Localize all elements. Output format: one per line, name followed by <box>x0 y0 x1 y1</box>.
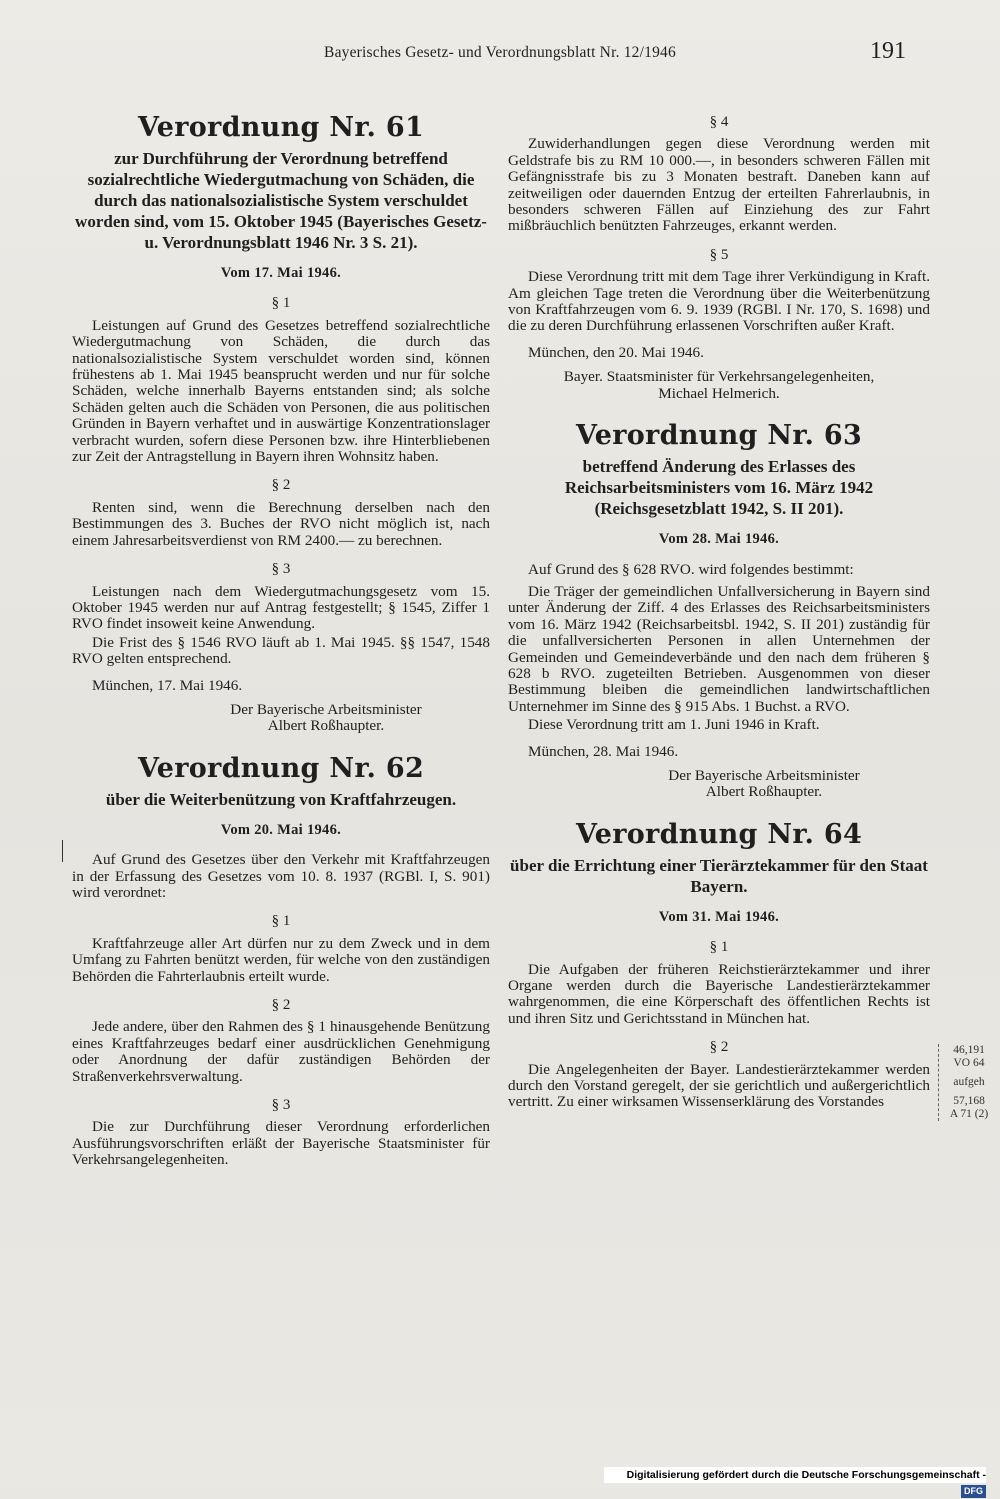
section-heading: § 1 <box>709 939 729 956</box>
digitization-credit <box>604 1467 986 1496</box>
section-text: Die Aufgaben der früheren Reichstierärztekammer und ihrer Organe werden durch die Bayerische Landestierärztekammer wahrgenommen, die eine Körperschaft des öffentlichen Rechts ist und ihren Sitz und Gerichtsstand in München hat. <box>508 960 930 1027</box>
ordinance-date: Vom 20. Mai 1946. <box>220 821 342 838</box>
running-header: Bayerisches Gesetz- und Verordnungsblatt Nr. 12/1946 <box>324 44 676 61</box>
left-column <box>72 112 490 1171</box>
ordinance-subtitle: über die Weiterbenützung von Kraftfahrzeugen. <box>105 789 457 809</box>
ordinance-title: Verordnung Nr. 61 <box>137 112 425 143</box>
page-number: 191 <box>870 38 906 64</box>
section-text: Diese Verordnung tritt mit dem Tage ihrer Verkündigung in Kraft. Am gleichen Tage treten die Verordnung über die Weiterbenützung von Kraftfahrzeugen vom 6. 9. 1939 (RGBl. I Nr. 170, S. 1698) und die zu deren Durchführung erlassenen Vorschriften außer Kraft. <box>508 268 930 335</box>
right-column <box>508 112 930 1113</box>
ordinance-title: Verordnung Nr. 63 <box>575 420 863 452</box>
section-heading: § 2 <box>271 477 291 494</box>
section-heading: § 1 <box>271 913 291 930</box>
section-text: Zuwiderhandlungen gegen diese Verordnung werden mit Geldstrafe bis zu RM 10 000.—, in besonders schweren Fällen mit Gefängnisstrafe bis zu 3 Monaten bestraft. Daneben kann auf zeitweiligen oder dauernden Entzug der erteilten Fahrerlaubnis, in besonders schweren Fällen auf Einziehung des zur Fahrt mißbräuchlich benützten Fahrzeuges, erkannt werden. <box>508 135 930 235</box>
digitization-credit-text: Digitalisierung gefördert durch die Deutsche Forschungsgemeinschaft - <box>626 1469 986 1481</box>
ordinance-subtitle: betreffend Änderung des Erlasses des Reichsarbeitsministers vom 16. März 1942 (Reichsgesetzblatt 1942, S. II 201). <box>564 457 874 519</box>
signer-role: Der Bayerische Arbeitsminister <box>668 766 860 784</box>
section-heading: § 2 <box>271 997 291 1013</box>
ordinance-title: Verordnung Nr. 64 <box>575 818 863 850</box>
section-text: Die Träger der gemeindlichen Unfallversicherung in Bayern sind unter Änderung der Ziff. 4 des Erlasses des Reichsarbeitsministers vom 16. März 1942 (Reichsarbeitsbl. 1942, S. II 201) zuständig für die unfallversicherten Personen in allen Unternehmen der Gemeinden und Gemeindeverbände und den nach dem früheren § 628 b RVO. zugeteilten Betrieben. Ausgenommen von dieser Bestimmung bleiben die gemeindlichen landwirtschaftlichen Unternehmer im Sinne des § 915 Abs. 1 Buchst. a RVO. <box>508 582 930 715</box>
place-date: München, 28. Mai 1946. <box>528 742 679 760</box>
margin-annotation <box>938 1044 997 1121</box>
ordinance-title: Verordnung Nr. 62 <box>137 752 425 784</box>
section-heading: § 3 <box>271 561 291 578</box>
section-text: Leistungen nach dem Wiedergutmachungsgesetz vom 15. Oktober 1945 werden nur auf Antrag festgestellt; § 1545, Ziffer 1 RVO findet insoweit keine Anwendung. <box>72 582 490 633</box>
signer-name: Michael Helmerich. <box>658 384 780 402</box>
section-text: Die zur Durchführung dieser Verordnung erforderlichen Ausführungsvorschriften erläßt der Bayerische Staatsminister für Verkehrsangelegenheiten. <box>72 1118 490 1169</box>
section-text: Diese Verordnung tritt am 1. Juni 1946 in Kraft. <box>528 716 820 734</box>
ordinance-61 <box>72 112 490 735</box>
ordinance-date: Vom 31. Mai 1946. <box>658 908 780 925</box>
margin-annotation-line: 57,168 <box>953 1095 985 1107</box>
margin-annotation-line: VO 64 <box>953 1057 985 1069</box>
place-date: München, 17. Mai 1946. <box>92 676 243 694</box>
ordinance-62-continued <box>508 114 930 402</box>
binding-mark <box>62 840 63 862</box>
margin-annotation-line: aufgeh <box>953 1076 985 1088</box>
preamble: Auf Grund des § 628 RVO. wird folgendes bestimmt: <box>528 560 854 578</box>
signer-role: Bayer. Staatsminister für Verkehrsangelegenheiten, <box>563 368 875 386</box>
section-heading: § 1 <box>271 295 291 312</box>
margin-annotation-line: A 71 (2) <box>949 1108 989 1120</box>
section-text: Die Frist des § 1546 RVO läuft ab 1. Mai 1945. §§ 1547, 1548 RVO gelten entsprechend. <box>72 633 490 668</box>
section-text: Renten sind, wenn die Berechnung derselben nach den Bestimmungen des 3. Buches der RVO nicht möglich ist, nach einem Jahresarbeitsverdienst von RM 2400.— zu berechnen. <box>72 498 490 549</box>
section-heading: § 2 <box>709 1039 729 1056</box>
signer-name: Albert Roßhaupter. <box>705 783 823 801</box>
section-text: Leistungen auf Grund des Gesetzes betreffend sozialrechtliche Wiedergutmachung von Schäden, die durch das nationalsozialistische System verschuldet worden sind, können frühestens ab 1. Mai 1945 beansprucht werden und nur für solche Schäden, welche innerhalb Bayerns entstanden sind; als solche Schäden gelten auch die Schäden von Personen, die aus politischen Gründen in Bayern verhaftet und in auswärtige Konzentrationslager verbracht wurden, sofern diese Personen bzw. ihre Hinterbliebenen zur Zeit der Antragstellung in Bayern ihren Wohnsitz haben. <box>72 316 490 466</box>
signer-role: Der Bayerische Arbeitsminister <box>230 700 422 718</box>
section-heading: § 3 <box>271 1097 291 1114</box>
ordinance-date: Vom 28. Mai 1946. <box>658 531 780 548</box>
ordinance-subtitle: über die Errichtung einer Tierärztekammer für den Staat Bayern. <box>510 855 928 896</box>
section-heading: § 5 <box>709 246 729 263</box>
margin-annotation-line: 46,191 <box>953 1044 985 1056</box>
section-text: Die Angelegenheiten der Bayer. Landestierärztekammer werden durch den Vorstand geregelt, der sie gerichtlich und außergerichtlich vertritt. Zu einer wirksamen Wissenserklärung des Vorstandes <box>508 1060 930 1111</box>
ordinance-subtitle: zur Durchführung der Verordnung betreffend sozialrechtliche Wiedergutmachung von Schäden, die durch das nationalsozialistische System verschuldet worden sind, vom 15. Oktober 1945 (Bayerisches Gesetz- u. Verordnungsblatt 1946 Nr. 3 S. 21). <box>75 149 487 252</box>
ordinance-64 <box>508 819 930 1111</box>
section-text: Jede andere, über den Rahmen des § 1 hinausgehende Benützung eines Kraftfahrzeuges bedarf einer ausdrücklichen Genehmigung oder Anordnung der dafür zuständigen Behörden der Straßenverkehrsverwaltung. <box>72 1018 490 1085</box>
ordinance-62 <box>72 753 490 1169</box>
place-date: München, den 20. Mai 1946. <box>528 343 704 361</box>
ordinance-date: Vom 17. Mai 1946. <box>220 265 342 281</box>
ordinance-63 <box>508 420 930 801</box>
signer-name: Albert Roßhaupter. <box>267 717 385 735</box>
section-text: Kraftfahrzeuge aller Art dürfen nur zu dem Zweck und in dem Umfang zu Fahrten benützt werden, für welche von den zuständigen Behörden die Fahrterlaubnis erteilt wurde. <box>72 934 490 985</box>
dfg-logo: DFG <box>961 1485 986 1498</box>
section-heading: § 4 <box>709 114 729 130</box>
preamble: Auf Grund des Gesetzes über den Verkehr mit Kraftfahrzeugen in der Erfassung des Gesetzes vom 10. 8. 1937 (RGBl. I, S. 901) wird verordnet: <box>72 851 490 901</box>
